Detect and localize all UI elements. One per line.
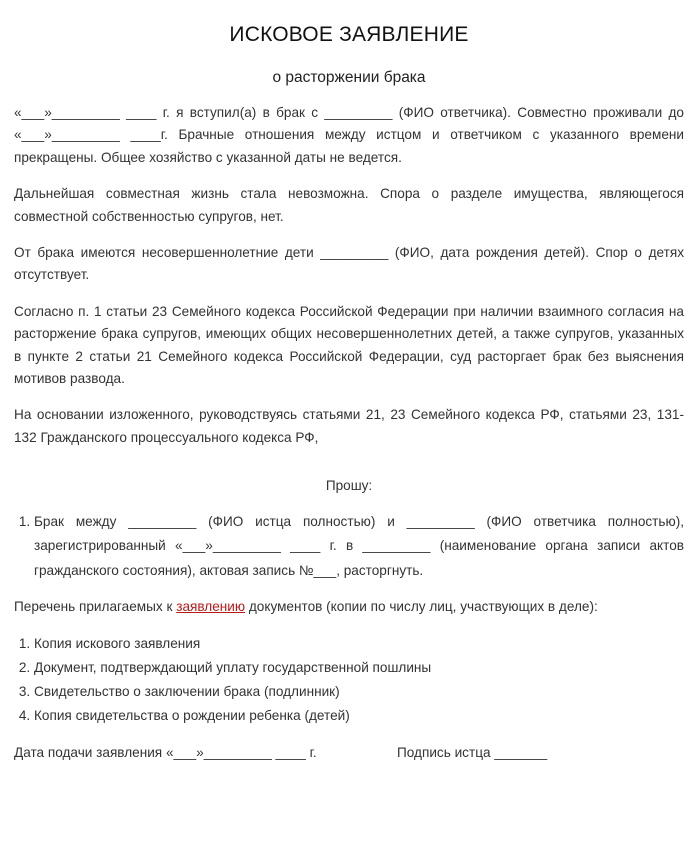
request-heading: Прошу:	[325, 478, 373, 494]
attachments-list	[14, 632, 684, 728]
document-title: ИСКОВОЕ ЗАЯВЛЕНИЕ	[229, 23, 469, 46]
paragraph-marriage-facts: «___»_________ ____ г. я вступил(а) в брак с _________ (ФИО ответчика). Совместно проживали до «___»_________ ____г. Брачные отношения между истцом и ответчиком с указанного времени прекращены. Общее хозяйство с указанной даты не ведется.	[14, 105, 684, 165]
document-subtitle: о расторжении брака	[272, 69, 426, 86]
paragraph-no-property-dispute: Дальнейшая совместная жизнь стала невозможна. Спора о разделе имущества, являющегося совместной собственностью супругов, нет.	[14, 186, 684, 224]
paragraph-children: От брака имеются несовершеннолетние дети _________ (ФИО, дата рождения детей). Спор о детях отсутствует.	[14, 245, 684, 283]
request-list	[14, 510, 684, 584]
request-item: 1. Брак между _________ (ФИО истца полностью) и _________ (ФИО ответчика полностью), зарегистрированный «___»_________ ____ г. в _________ (наименование органа записи актов гражданского состояния), актовая запись №___, расторгнуть.	[34, 510, 684, 584]
document-footer	[14, 742, 684, 766]
application-link[interactable]: заявлению	[176, 599, 246, 615]
attachments-intro	[14, 596, 684, 618]
attachment-item: 2. Документ, подтверждающий уплату государственной пошлины	[34, 656, 684, 680]
attachment-item: 3. Свидетельство о заключении брака (подлинник)	[34, 680, 684, 704]
attachments-intro-text-after: документов (копии по числу лиц, участвующих в деле):	[245, 599, 598, 615]
attachment-item: 4. Копия свидетельства о рождении ребенка (детей)	[34, 704, 684, 728]
paragraph-guided-by: На основании изложенного, руководствуясь статьями 21, 23 Семейного кодекса РФ, статьями 23, 131-132 Гражданского процессуального кодекса РФ,	[14, 407, 684, 445]
document-page	[14, 0, 684, 766]
filing-date-line: Дата подачи заявления «___»_________ ____ г.	[14, 745, 317, 761]
paragraph-legal-basis: Согласно п. 1 статьи 23 Семейного кодекса Российской Федерации при наличии взаимного согласия на расторжение брака супругов, имеющих общих несовершеннолетних детей, а также супругов, указанных в пункте 2 статьи 21 Семейного кодекса Российской Федерации, суд расторгает брак без выяснения мотивов развода.	[14, 303, 684, 387]
attachments-intro-text-before: Перечень прилагаемых к	[14, 599, 177, 615]
attachment-item: 1. Копия искового заявления	[34, 632, 684, 656]
plaintiff-signature-line: Подпись истца _______	[397, 745, 548, 761]
